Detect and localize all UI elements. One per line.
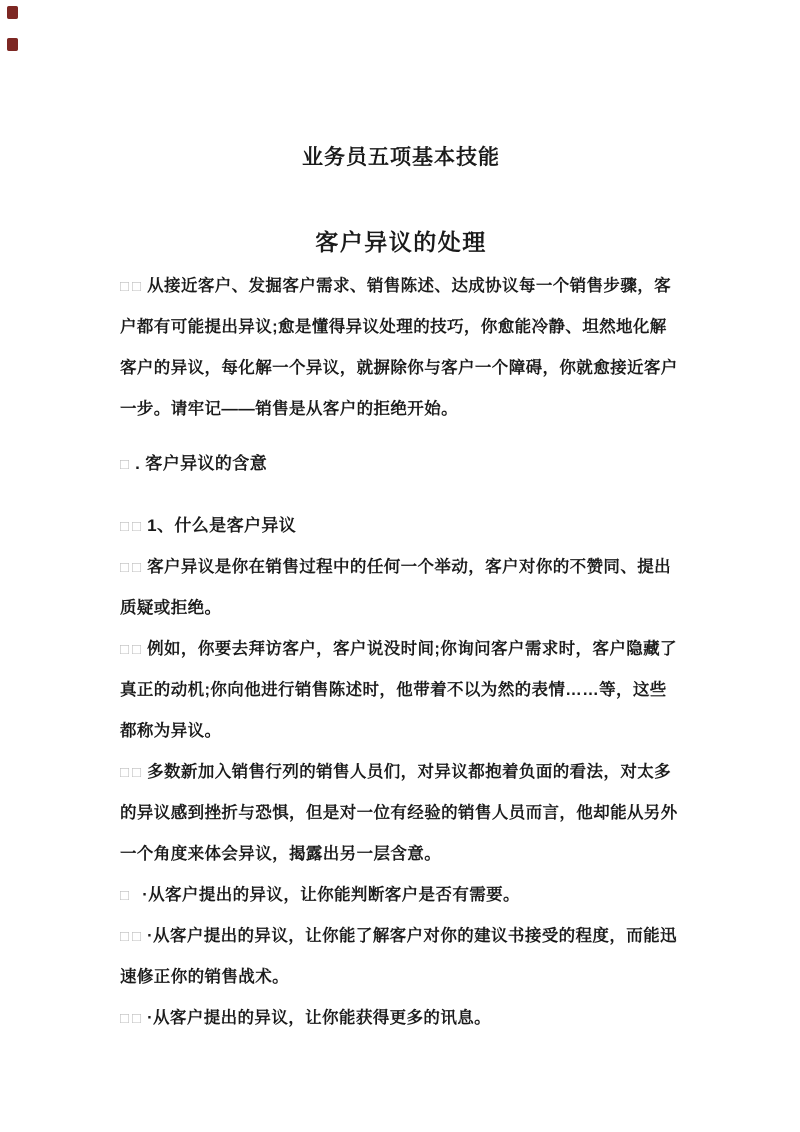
placeholder-box-icon: □□ [120, 559, 145, 576]
section-heading-meaning [120, 443, 682, 485]
document-title: 业务员五项基本技能 [302, 146, 500, 169]
placeholder-box-icon: □□ [120, 518, 145, 535]
document-subtitle: 客户异议的处理 [315, 229, 487, 255]
bullet-item-acceptance-level [120, 916, 682, 998]
paragraph-text: 客户异议是你在销售过程中的任何一个举动，客户对你的不赞同、提出质疑或拒绝。 [120, 558, 672, 617]
heading-text: . 客户异议的含意 [135, 454, 268, 473]
bullet-item-judge-need [120, 875, 682, 916]
placeholder-box-icon: □ [120, 456, 133, 473]
heading-text: 1、什么是客户异议 [147, 516, 297, 535]
bullet-text: ·从客户提出的异议，让你能判断客户是否有需要。 [142, 886, 520, 904]
paragraph-text: 例如，你要去拜访客户，客户说没时间;你询问客户需求时，客户隐藏了真正的动机;你向他进行销售陈述时，他带着不以为然的表情……等，这些都称为异议。 [120, 640, 677, 740]
placeholder-box-icon: □□ [120, 764, 145, 781]
paragraph-example [120, 629, 682, 752]
placeholder-box-icon: □ [120, 887, 140, 904]
section-heading-what-is-objection [120, 505, 682, 547]
bullet-text: ·从客户提出的异议，让你能获得更多的讯息。 [147, 1009, 492, 1027]
bullet-text: ·从客户提出的异议，让你能了解客户对你的建议书接受的程度，而能迅速修正你的销售战术。 [120, 927, 677, 986]
placeholder-box-icon: □□ [120, 928, 145, 945]
placeholder-box-icon: □□ [120, 1010, 145, 1027]
placeholder-box-icon: □□ [120, 278, 145, 295]
placeholder-box-icon: □□ [120, 641, 145, 658]
paragraph-intro [120, 266, 682, 430]
paragraph-text: 从接近客户、发掘客户需求、销售陈述、达成协议每一个销售步骤，客户都有可能提出异议;愈是懂得异议处理的技巧，你愈能冷静、坦然地化解客户的异议，每化解一个异议，就摒除你与客户一个障碍，你就愈接近客户一步。请牢记——销售是从客户的拒绝开始。 [120, 277, 678, 418]
red-marker-icon [7, 6, 18, 19]
paragraph-text: 多数新加入销售行列的销售人员们，对异议都抱着负面的看法，对太多的异议感到挫折与恐惧，但是对一位有经验的销售人员而言，他却能从另外一个角度来体会异议，揭露出另一层含意。 [120, 763, 678, 863]
bullet-item-more-info [120, 998, 682, 1039]
paragraph-newcomers [120, 752, 682, 875]
paragraph-definition [120, 547, 682, 629]
red-marker-icon [7, 38, 18, 51]
